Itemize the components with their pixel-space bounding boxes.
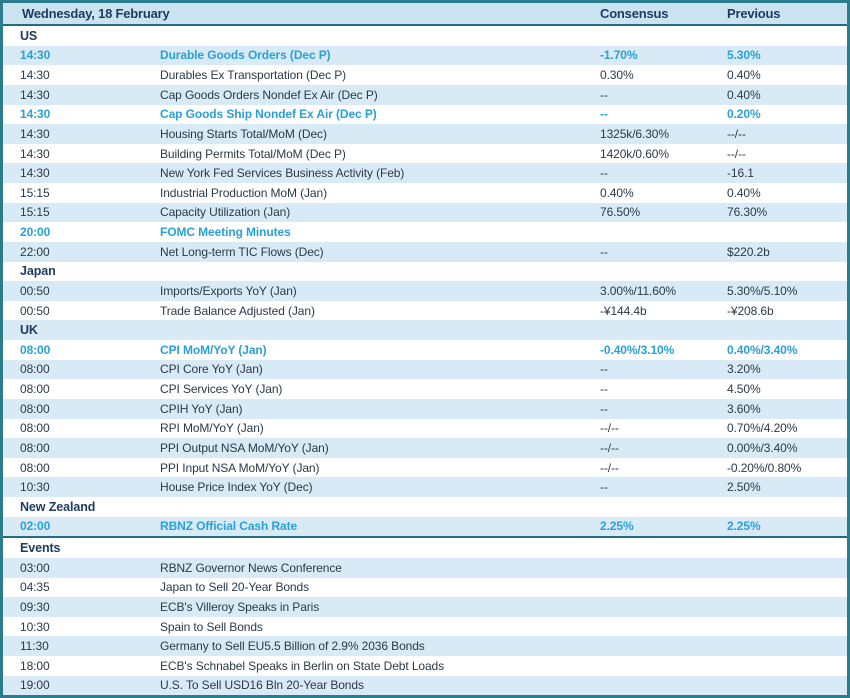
consensus-cell: -- <box>600 362 608 377</box>
previous-cell: 5.30% <box>727 48 761 63</box>
consensus-cell: -0.40%/3.10% <box>600 342 675 357</box>
section-label: US <box>20 28 38 43</box>
previous-cell: 0.40% <box>727 68 761 83</box>
event-cell: CPI Services YoY (Jan) <box>160 382 283 397</box>
table-row <box>3 438 847 458</box>
event-cell: CPIH YoY (Jan) <box>160 401 243 416</box>
event-cell: FOMC Meeting Minutes <box>160 225 291 240</box>
consensus-cell: 1420k/0.60% <box>600 146 669 161</box>
consensus-cell: -- <box>600 382 608 397</box>
previous-cell: 0.40% <box>727 87 761 102</box>
table-row <box>3 242 847 262</box>
consensus-cell: -¥144.4b <box>600 303 647 318</box>
time-cell: 02:00 <box>20 519 51 534</box>
section-row-japan <box>3 262 847 282</box>
consensus-cell: -- <box>600 107 608 122</box>
event-cell: Housing Starts Total/MoM (Dec) <box>160 126 327 141</box>
table-row <box>3 65 847 85</box>
section-label: Events <box>20 541 61 556</box>
table-row <box>3 105 847 125</box>
table-row <box>3 85 847 105</box>
consensus-cell: 0.40% <box>600 185 634 200</box>
event-cell: CPI MoM/YoY (Jan) <box>160 342 267 357</box>
table-row <box>3 636 847 656</box>
time-cell: 08:00 <box>20 440 50 455</box>
consensus-cell: -1.70% <box>600 48 638 63</box>
previous-cell: $220.2b <box>727 244 770 259</box>
event-cell: Imports/Exports YoY (Jan) <box>160 283 297 298</box>
time-cell: 14:30 <box>20 87 50 102</box>
event-cell: ECB's Schnabel Speaks in Berlin on State Debt Loads <box>160 658 445 673</box>
calendar-body <box>3 26 847 695</box>
table-row <box>3 183 847 203</box>
table-row <box>3 558 847 578</box>
section-label: New Zealand <box>20 499 96 514</box>
table-row <box>3 517 847 537</box>
time-cell: 14:30 <box>20 166 50 181</box>
time-cell: 10:30 <box>20 619 50 634</box>
event-cell: Durable Goods Orders (Dec P) <box>160 48 331 63</box>
table-row <box>3 46 847 66</box>
table-row <box>3 597 847 617</box>
event-cell: PPI Output NSA MoM/YoY (Jan) <box>160 440 329 455</box>
event-cell: Industrial Production MoM (Jan) <box>160 185 327 200</box>
event-cell: ECB's Villeroy Speaks in Paris <box>160 599 320 614</box>
consensus-cell: -- <box>600 87 608 102</box>
table-row <box>3 281 847 301</box>
time-cell: 19:00 <box>20 678 50 693</box>
previous-cell: 2.25% <box>727 519 761 534</box>
time-cell: 14:30 <box>20 107 51 122</box>
table-row <box>3 163 847 183</box>
table-row <box>3 477 847 497</box>
table-row <box>3 301 847 321</box>
time-cell: 10:30 <box>20 480 50 495</box>
table-row <box>3 203 847 223</box>
consensus-cell: -- <box>600 401 608 416</box>
time-cell: 03:00 <box>20 560 50 575</box>
time-cell: 18:00 <box>20 658 50 673</box>
table-row <box>3 419 847 439</box>
table-row <box>3 360 847 380</box>
time-cell: 15:15 <box>20 205 50 220</box>
column-header-previous: Previous <box>727 6 781 21</box>
time-cell: 08:00 <box>20 342 51 357</box>
previous-cell: 0.00%/3.40% <box>727 440 798 455</box>
consensus-cell: --/-- <box>600 460 619 475</box>
consensus-cell: --/-- <box>600 421 619 436</box>
consensus-cell: 3.00%/11.60% <box>600 283 676 298</box>
event-cell: Capacity Utilization (Jan) <box>160 205 291 220</box>
event-cell: RBNZ Governor News Conference <box>160 560 342 575</box>
event-cell: Cap Goods Orders Nondef Ex Air (Dec P) <box>160 87 378 102</box>
event-cell: Trade Balance Adjusted (Jan) <box>160 303 315 318</box>
event-cell: Building Permits Total/MoM (Dec P) <box>160 146 346 161</box>
previous-cell: --/-- <box>727 126 746 141</box>
time-cell: 14:30 <box>20 48 51 63</box>
consensus-cell: 0.30% <box>600 68 634 83</box>
event-cell: Germany to Sell EU5.5 Billion of 2.9% 2036 Bonds <box>160 639 425 654</box>
previous-cell: 3.20% <box>727 362 761 377</box>
previous-cell: -16.1 <box>727 166 754 181</box>
table-row <box>3 222 847 242</box>
consensus-cell: 2.25% <box>600 519 634 534</box>
section-label: UK <box>20 323 38 338</box>
time-cell: 08:00 <box>20 382 50 397</box>
consensus-cell: 76.50% <box>600 205 641 220</box>
consensus-cell: -- <box>600 244 608 259</box>
table-row <box>3 340 847 360</box>
section-row-us <box>3 26 847 46</box>
time-cell: 22:00 <box>20 244 50 259</box>
time-cell: 20:00 <box>20 225 51 240</box>
event-cell: Cap Goods Ship Nondef Ex Air (Dec P) <box>160 107 377 122</box>
event-cell: Durables Ex Transportation (Dec P) <box>160 68 347 83</box>
consensus-cell: -- <box>600 166 608 181</box>
event-cell: U.S. To Sell USD16 Bln 20-Year Bonds <box>160 678 364 693</box>
previous-cell: 0.40%/3.40% <box>727 342 798 357</box>
previous-cell: 5.30%/5.10% <box>727 283 798 298</box>
event-cell: House Price Index YoY (Dec) <box>160 480 313 495</box>
time-cell: 04:35 <box>20 580 50 595</box>
previous-cell: --/-- <box>727 146 746 161</box>
section-row-uk <box>3 320 847 340</box>
time-cell: 14:30 <box>20 146 50 161</box>
event-cell: CPI Core YoY (Jan) <box>160 362 263 377</box>
table-row <box>3 578 847 598</box>
time-cell: 14:30 <box>20 126 50 141</box>
previous-cell: 76.30% <box>727 205 768 220</box>
time-cell: 14:30 <box>20 68 50 83</box>
event-cell: New York Fed Services Business Activity (Feb) <box>160 166 405 181</box>
previous-cell: 3.60% <box>727 401 761 416</box>
column-header-consensus: Consensus <box>600 6 669 21</box>
time-cell: 09:30 <box>20 599 50 614</box>
table-row <box>3 379 847 399</box>
time-cell: 08:00 <box>20 401 50 416</box>
table-row <box>3 458 847 478</box>
table-row <box>3 656 847 676</box>
section-row-new-zealand <box>3 497 847 517</box>
consensus-cell: 1325k/6.30% <box>600 126 669 141</box>
previous-cell: 0.20% <box>727 107 761 122</box>
previous-cell: 4.50% <box>727 382 761 397</box>
event-cell: Net Long-term TIC Flows (Dec) <box>160 244 324 259</box>
time-cell: 11:30 <box>20 639 49 654</box>
table-row <box>3 144 847 164</box>
event-cell: Japan to Sell 20-Year Bonds <box>160 580 309 595</box>
time-cell: 00:50 <box>20 303 50 318</box>
event-cell: RBNZ Official Cash Rate <box>160 519 298 534</box>
date-header: Wednesday, 18 February <box>22 6 170 21</box>
table-header <box>3 3 847 26</box>
time-cell: 15:15 <box>20 185 50 200</box>
consensus-cell: -- <box>600 480 608 495</box>
previous-cell: 0.70%/4.20% <box>727 421 798 436</box>
table-row <box>3 124 847 144</box>
previous-cell: 0.40% <box>727 185 761 200</box>
consensus-cell: --/-- <box>600 440 619 455</box>
table-row <box>3 617 847 637</box>
event-cell: PPI Input NSA MoM/YoY (Jan) <box>160 460 320 475</box>
table-row <box>3 399 847 419</box>
time-cell: 00:50 <box>20 283 50 298</box>
event-cell: Spain to Sell Bonds <box>160 619 263 634</box>
section-label: Japan <box>20 264 56 279</box>
table-row <box>3 676 847 696</box>
section-row-events <box>3 536 847 558</box>
time-cell: 08:00 <box>20 362 50 377</box>
previous-cell: -0.20%/0.80% <box>727 460 802 475</box>
time-cell: 08:00 <box>20 421 50 436</box>
event-cell: RPI MoM/YoY (Jan) <box>160 421 264 436</box>
time-cell: 08:00 <box>20 460 50 475</box>
previous-cell: 2.50% <box>727 480 761 495</box>
previous-cell: -¥208.6b <box>727 303 774 318</box>
